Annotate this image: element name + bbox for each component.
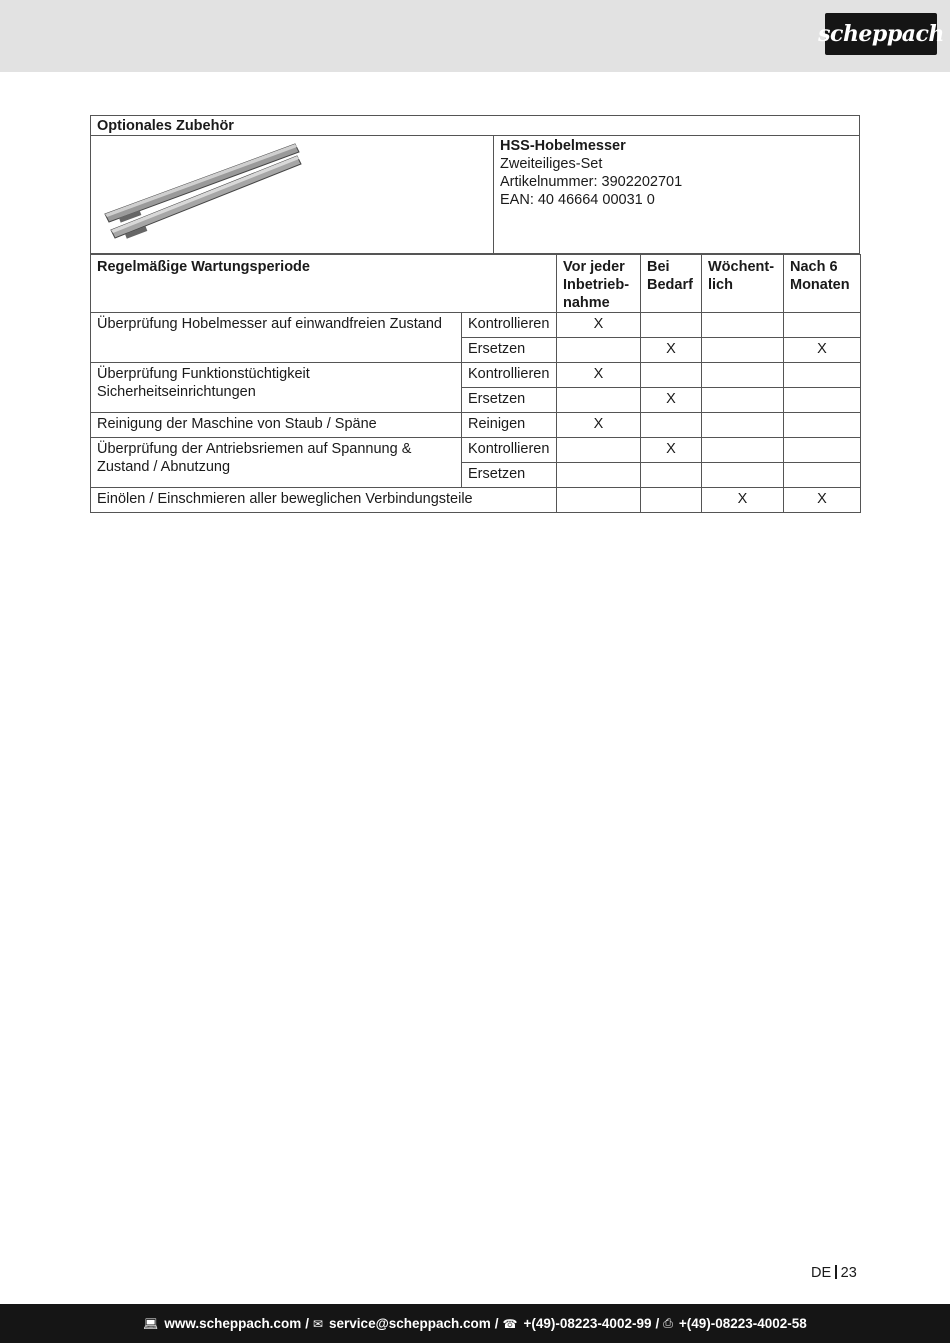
mark-cell: X [641,338,702,363]
action-cell: Kontrollieren [462,313,557,338]
accessory-info [494,136,860,254]
maintenance-table [90,254,861,513]
mark-cell [784,438,861,463]
mark-cell: X [557,363,641,388]
footer-website[interactable]: www.scheppach.com [164,1316,302,1331]
mark-cell [702,413,784,438]
footer-separator: / [305,1316,309,1331]
accessory-name: HSS-Hobelmesser [500,138,626,154]
mark-cell: X [557,313,641,338]
mark-cell [557,488,641,513]
page-number-value: 23 [840,1265,857,1281]
mark-cell [702,313,784,338]
fax-icon: ⎙ [663,1316,673,1330]
mark-cell [557,338,641,363]
page-number [811,1265,857,1281]
table-row [91,488,861,513]
mark-cell: X [702,488,784,513]
task-cell: Überprüfung Hobelmesser auf einwandfreien Zustand [91,313,462,363]
logo-text: scheppach [818,21,944,47]
page-language: DE [811,1265,832,1281]
table-row [91,363,861,388]
mail-icon: ✉ [312,1316,324,1331]
mark-cell [784,388,861,413]
accessory-ean: EAN: 40 46664 00031 0 [500,192,655,208]
footer-phone: +(49)-08223-4002-99 [523,1316,652,1331]
task-cell: Überprüfung der Antriebsriemen auf Spannung & Zustand / Abnutzung [91,438,462,488]
accessories-header: Optionales Zubehör [91,116,860,136]
col-six-months: Nach 6 Monaten [784,255,861,313]
action-cell: Reinigen [462,413,557,438]
footer-fax: +(49)-08223-4002-58 [678,1316,807,1331]
table-row [91,413,861,438]
maintenance-header-row [91,255,861,313]
mark-cell: X [784,488,861,513]
mark-cell [641,488,702,513]
action-cell: Ersetzen [462,338,557,363]
action-cell: Ersetzen [462,463,557,488]
col-before-use: Vor jeder Inbetrieb-nahme [557,255,641,313]
mark-cell [557,388,641,413]
mark-cell [702,438,784,463]
mark-cell: X [557,413,641,438]
accessory-article-number: Artikelnummer: 3902202701 [500,174,683,190]
mark-cell [641,413,702,438]
action-cell: Kontrollieren [462,363,557,388]
task-cell: Einölen / Einschmieren aller beweglichen Verbindungsteile [91,488,557,513]
mark-cell [641,313,702,338]
table-row [91,438,861,463]
mark-cell: X [641,438,702,463]
task-cell: Überprüfung Funktionstüchtigkeit Sicherheitseinrichtungen [91,363,462,413]
footer-email[interactable]: service@scheppach.com [329,1316,491,1331]
mark-cell [641,463,702,488]
maintenance-title: Regelmäßige Wartungsperiode [91,255,557,313]
col-as-needed: Bei Bedarf [641,255,702,313]
mark-cell [702,463,784,488]
action-cell: Kontrollieren [462,438,557,463]
mark-cell: X [784,338,861,363]
mark-cell [557,438,641,463]
col-weekly: Wöchent-lich [702,255,784,313]
page-separator [835,1265,837,1279]
mark-cell [784,413,861,438]
mark-cell [784,463,861,488]
footer-separator: / [494,1316,499,1331]
task-cell: Reinigung der Maschine von Staub / Späne [91,413,462,438]
phone-icon: ☎ [502,1316,518,1331]
scheppach-logo [818,13,944,55]
header-band [0,0,950,72]
table-row [91,313,861,338]
mark-cell [702,363,784,388]
laptop-icon: 💻︎ [143,1316,159,1331]
accessories-table [90,115,860,254]
mark-cell [641,363,702,388]
mark-cell [702,388,784,413]
footer-bar [0,1304,950,1343]
action-cell: Ersetzen [462,388,557,413]
planer-knives-image-cell [91,136,494,254]
footer-separator: / [655,1316,660,1331]
mark-cell [702,338,784,363]
mark-cell: X [641,388,702,413]
mark-cell [784,363,861,388]
planer-knives-image [91,136,493,248]
accessory-description: Zweiteiliges-Set [500,156,603,172]
mark-cell [784,313,861,338]
mark-cell [557,463,641,488]
